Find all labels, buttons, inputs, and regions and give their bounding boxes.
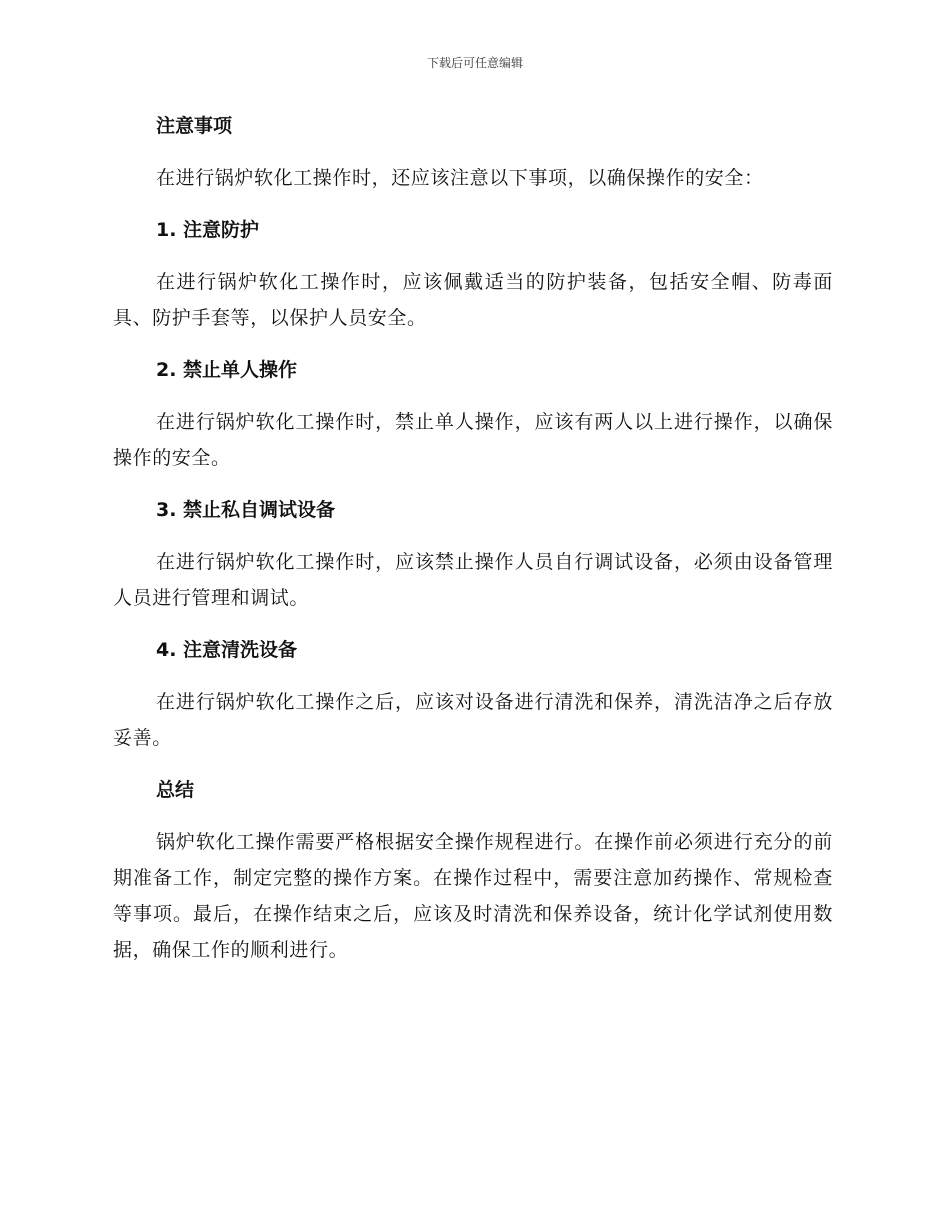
item3-paragraph: 在进行锅炉软化工操作时，应该禁止操作人员自行调试设备，必须由设备管理人员进行管理和调试。 bbox=[113, 551, 833, 609]
item4-paragraph: 在进行锅炉软化工操作之后，应该对设备进行清洗和保养，清洗洁净之后存放妥善。 bbox=[113, 691, 833, 749]
item3-heading: 3. 禁止私自调试设备 bbox=[156, 499, 336, 521]
item1-paragraph: 在进行锅炉软化工操作时，应该佩戴适当的防护装备，包括安全帽、防毒面具、防护手套等，以保护人员安全。 bbox=[113, 271, 833, 329]
item1-heading: 1. 注意防护 bbox=[156, 219, 260, 241]
document-body bbox=[113, 108, 833, 984]
notes-intro-paragraph: 在进行锅炉软化工操作时，还应该注意以下事项，以确保操作的安全： bbox=[156, 167, 764, 189]
item2-heading: 2. 禁止单人操作 bbox=[156, 359, 298, 381]
summary-paragraph: 锅炉软化工操作需要严格根据安全操作规程进行。在操作前必须进行充分的前期准备工作，制定完整的操作方案。在操作过程中，需要注意加药操作、常规检查等事项。最后，在操作结束之后，应该及时清洗和保养设备，统计化学试剂使用数据，确保工作的顺利进行。 bbox=[113, 831, 833, 961]
item4-heading: 4. 注意清洗设备 bbox=[156, 639, 298, 661]
page-header: 下载后可任意编辑 bbox=[426, 56, 523, 70]
item2-paragraph: 在进行锅炉软化工操作时，禁止单人操作，应该有两人以上进行操作，以确保操作的安全。 bbox=[113, 411, 833, 469]
summary-heading: 总结 bbox=[156, 779, 195, 801]
notes-heading: 注意事项 bbox=[156, 115, 233, 137]
